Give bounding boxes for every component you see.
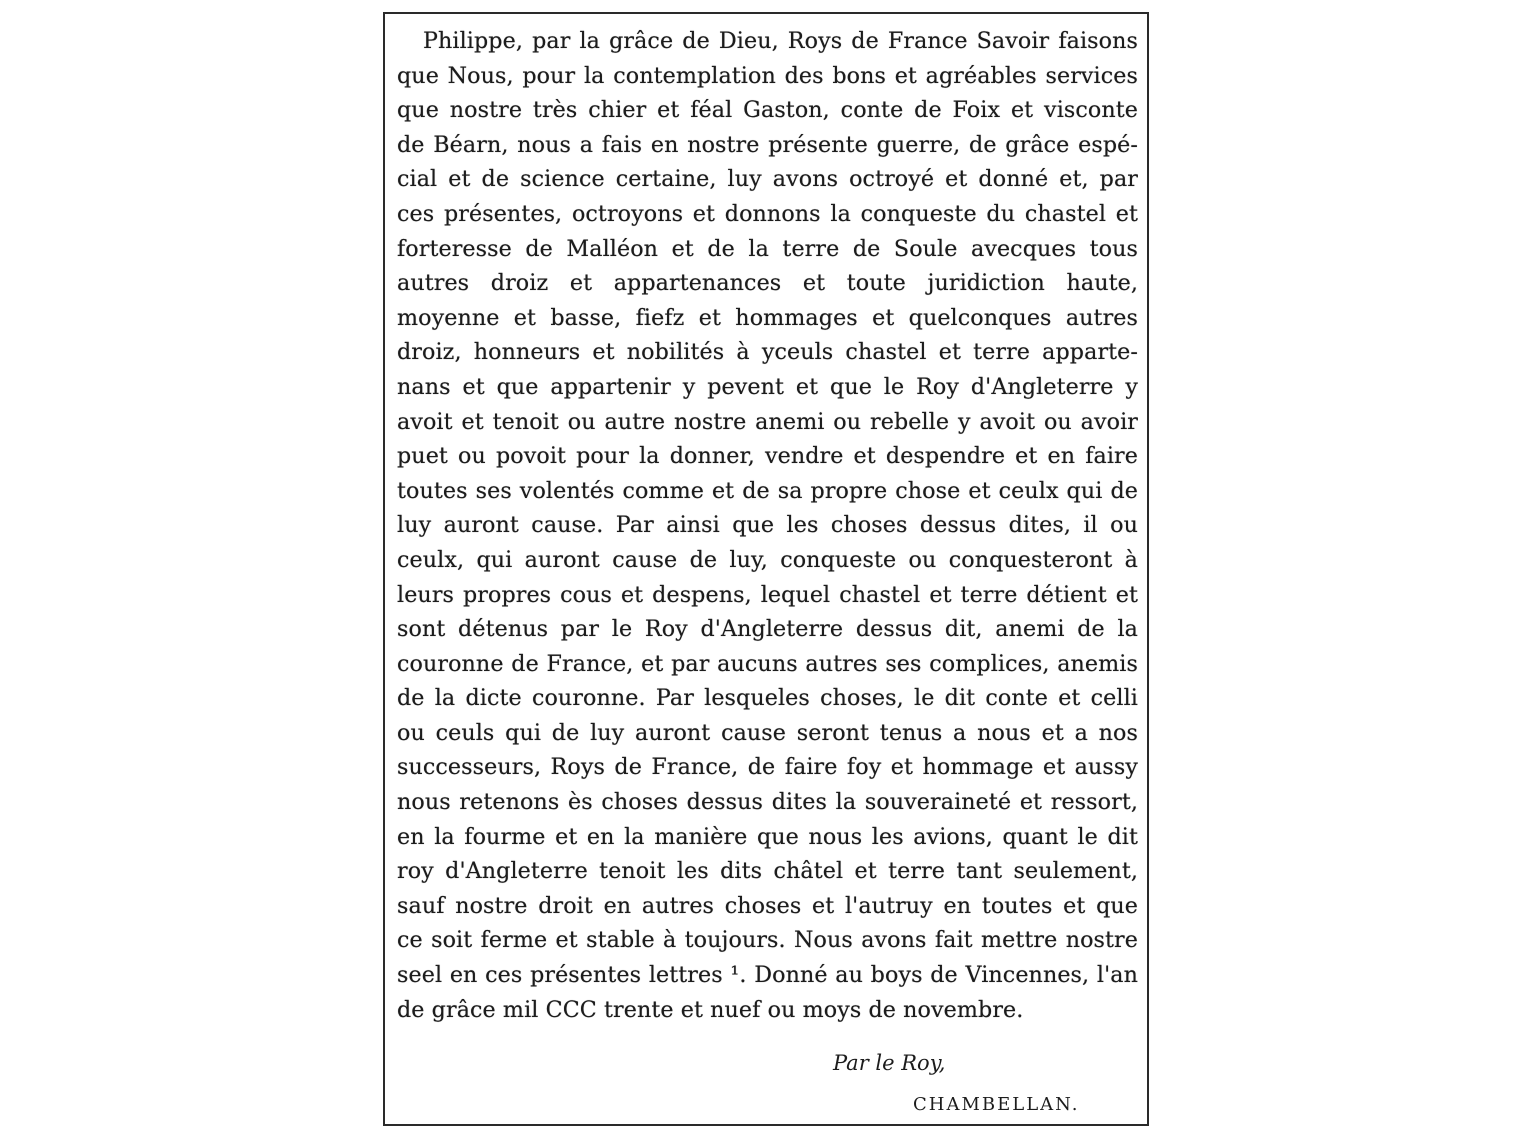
text-line: autres droiz et appartenances et toute juridiction haute,	[397, 270, 1138, 297]
document-body	[397, 24, 1138, 1027]
text-line: que nostre très chier et féal Gaston, conte de Foix et visconte	[397, 97, 1138, 124]
text-line: nous retenons ès choses dessus dites la souveraineté et ressort,	[397, 789, 1138, 816]
text-line: droiz, honneurs et nobilités à yceuls chastel et terre apparte-	[397, 339, 1138, 366]
text-line: roy d'Angleterre tenoit les dits châtel et terre tant seulement,	[397, 858, 1138, 885]
text-line: puet ou povoit pour la donner, vendre et despendre et en faire	[397, 443, 1138, 470]
text-line: cial et de science certaine, luy avons octroyé et donné et, par	[397, 166, 1138, 193]
text-line: avoit et tenoit ou autre nostre anemi ou rebelle y avoit ou avoir	[397, 408, 1138, 435]
text-line: ces présentes, octroyons et donnons la conqueste du chastel et	[397, 200, 1138, 227]
text-line: successeurs, Roys de France, de faire foy et hommage et aussy	[397, 754, 1138, 781]
text-line: leurs propres cous et despens, lequel chastel et terre détient et	[397, 581, 1138, 608]
text-line: ceulx, qui auront cause de luy, conqueste ou conquesteront à	[397, 546, 1138, 573]
signature-by-the-king: Par le Roy,	[833, 1051, 946, 1075]
text-line: de la dicte couronne. Par lesqueles choses, le dit conte et celli	[397, 685, 1138, 712]
text-line: ce soit ferme et stable à toujours. Nous avons fait mettre nostre	[397, 927, 1138, 954]
text-line: seel en ces présentes lettres ¹. Donné au boys de Vincennes, l'an	[397, 962, 1138, 989]
text-line: que Nous, pour la contemplation des bons et agréables services	[397, 62, 1138, 89]
text-line: luy auront cause. Par ainsi que les choses dessus dites, il ou	[397, 512, 1138, 539]
document-frame	[383, 12, 1149, 1126]
text-line: forteresse de Malléon et de la terre de Soule avecques tous	[397, 235, 1138, 262]
text-line: couronne de France, et par aucuns autres ses complices, anemis	[397, 650, 1138, 677]
text-line: sauf nostre droit en autres choses et l'autruy en toutes et que	[397, 892, 1138, 919]
text-line: Philippe, par la grâce de Dieu, Roys de France Savoir faisons	[423, 28, 1138, 54]
text-line: toutes ses volentés comme et de sa propre chose et ceulx qui de	[397, 477, 1138, 504]
text-line: moyenne et basse, fiefz et hommages et quelconques autres	[397, 304, 1138, 331]
signature-chambellan: CHAMBELLAN.	[913, 1094, 1080, 1115]
text-line: de Béarn, nous a fais en nostre présente guerre, de grâce espé-	[397, 131, 1138, 158]
text-line: en la fourme et en la manière que nous les avions, quant le dit	[397, 823, 1138, 850]
text-line: ou ceuls qui de luy auront cause seront tenus a nous et a nos	[397, 719, 1138, 746]
text-line: nans et que appartenir y pevent et que le Roy d'Angleterre y	[397, 373, 1138, 400]
text-line: de grâce mil CCC trente et nuef ou moys de novembre.	[397, 996, 1024, 1023]
text-line: sont détenus par le Roy d'Angleterre dessus dit, anemi de la	[397, 616, 1138, 643]
